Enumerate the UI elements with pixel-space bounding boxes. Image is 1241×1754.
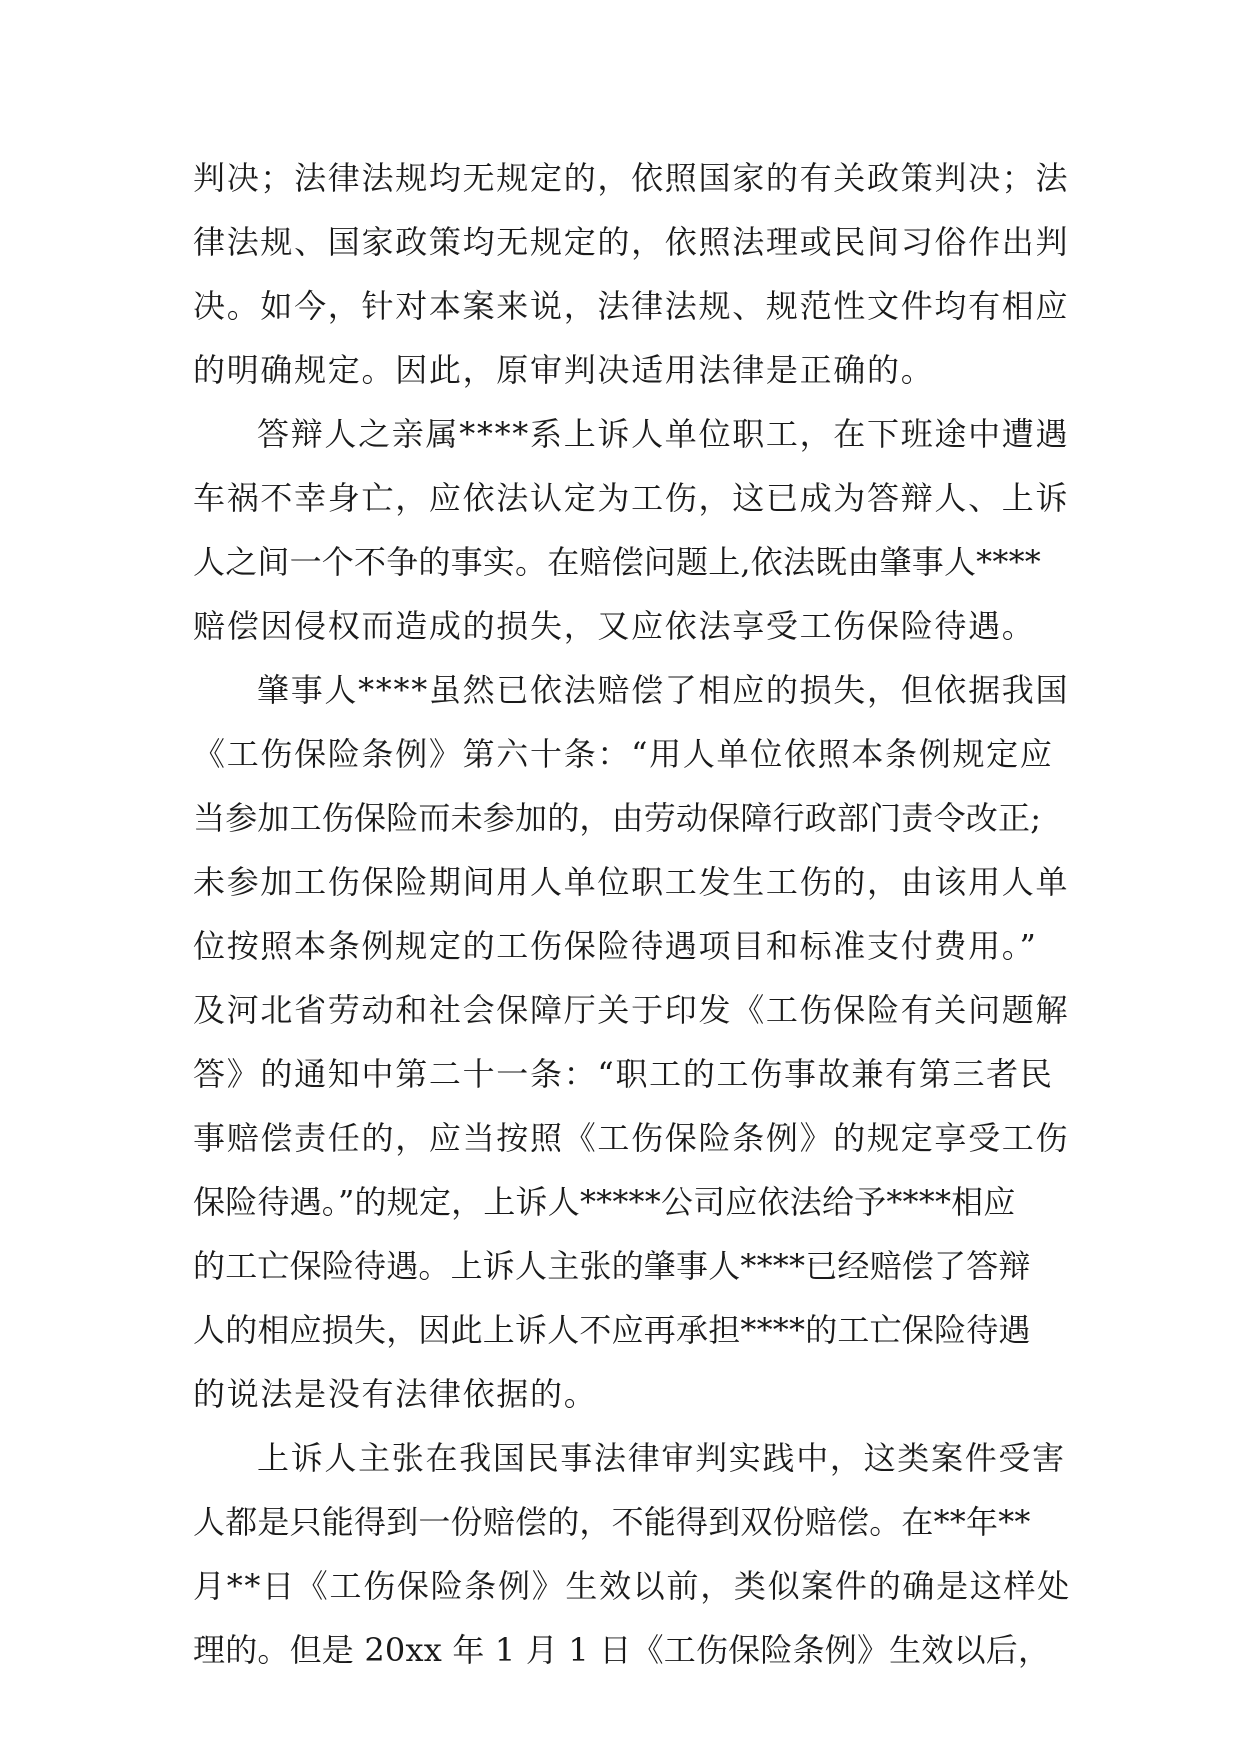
paragraph-first-line: 肇事人****虽然已依法赔偿了相应的损失，但依据我国 — [257, 671, 1070, 709]
body-text-line: 车祸不幸身亡，应依法认定为工伤，这已成为答辩人、上诉 — [193, 479, 1070, 517]
body-text-line: 人的相应损失，因此上诉人不应再承担****的工亡保险待遇 — [193, 1311, 1031, 1349]
body-text-line: 决。如今，针对本案来说，法律法规、规范性文件均有相应 — [193, 287, 1070, 325]
body-text-line: 赔偿因侵权而造成的损失，又应依法享受工伤保险待遇。 — [193, 607, 1036, 645]
body-text-line: 事赔偿责任的，应当按照《工伤保险条例》的规定享受工伤 — [193, 1119, 1070, 1157]
body-text-line: 的明确规定。因此，原审判决适用法律是正确的。 — [193, 351, 935, 389]
body-text-line: 保险待遇。”的规定，上诉人*****公司应依法给予****相应 — [193, 1183, 1016, 1221]
body-text-line: 位按照本条例规定的工伤保险待遇项目和标准支付费用。” — [193, 927, 1038, 965]
body-text-line: 的工亡保险待遇。上诉人主张的肇事人****已经赔偿了答辩 — [193, 1247, 1031, 1285]
body-text-line: 未参加工伤保险期间用人单位职工发生工伤的，由该用人单 — [193, 863, 1070, 901]
body-text-line: 月**日《工伤保险条例》生效以前，类似案件的确是这样处 — [193, 1567, 1071, 1605]
body-text-line: 律法规、国家政策均无规定的，依照法理或民间习俗作出判 — [193, 223, 1070, 261]
body-text-line: 的说法是没有法律依据的。 — [193, 1375, 598, 1413]
paragraph-first-line: 上诉人主张在我国民事法律审判实践中，这类案件受害 — [257, 1439, 1066, 1477]
body-text-line: 及河北省劳动和社会保障厅关于印发《工伤保险有关问题解 — [193, 991, 1070, 1029]
body-text-line: 当参加工伤保险而未参加的，由劳动保障行政部门责令改正; — [193, 799, 1042, 837]
body-text-line: 人都是只能得到一份赔偿的，不能得到双份赔偿。在**年** — [193, 1503, 1031, 1541]
body-text-line: 理的。但是 20xx 年 1 月 1 日《工伤保险条例》生效以后， — [193, 1631, 1051, 1669]
body-text-line: 答》的通知中第二十一条：“职工的工伤事故兼有第三者民 — [193, 1055, 1054, 1093]
body-text-line: 人之间一个不争的事实。在赔偿问题上,依法既由肇事人**** — [193, 543, 1041, 581]
body-text-line: 《工伤保险条例》第六十条：“用人单位依照本条例规定应 — [193, 735, 1054, 773]
paragraph-first-line: 答辩人之亲属****系上诉人单位职工，在下班途中遭遇 — [257, 415, 1070, 453]
body-text-line: 判决；法律法规均无规定的，依照国家的有关政策判决；法 — [193, 159, 1070, 197]
